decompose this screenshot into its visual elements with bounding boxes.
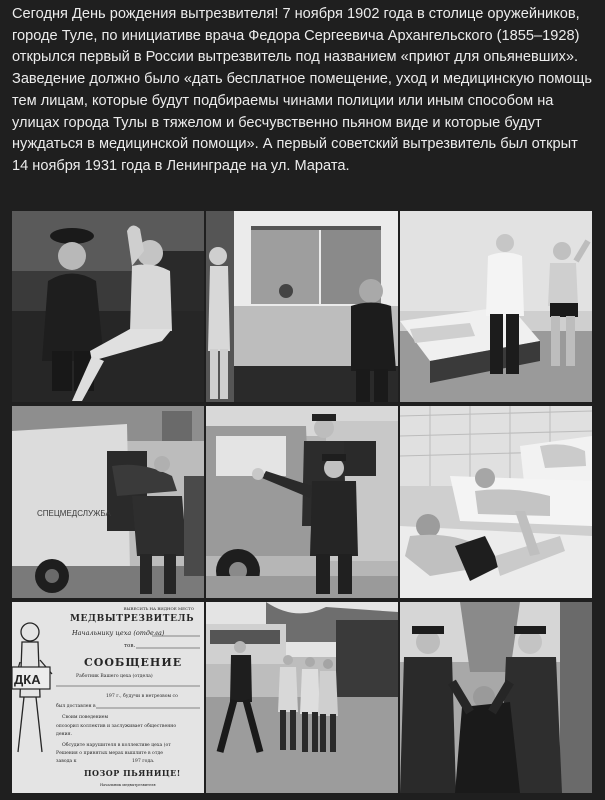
notice-line-discuss2: Решения о принятых мерах вышлите в отде: [56, 751, 163, 756]
notice-line-workers: Работник Вашего цеха (отдела): [76, 674, 153, 679]
notice-header: МЕДВЫТРЕЗВИТЕЛЬ: [70, 614, 195, 624]
photo-men-on-cots-image: [400, 406, 592, 598]
photo-officers-detaining[interactable]: [400, 602, 592, 793]
notice-corner-label: ВЫВЕСИТЬ НА ВИДНОЕ МЕСТО: [123, 606, 194, 611]
photo-officers-detaining-image: [400, 602, 592, 793]
photo-officer-and-woman[interactable]: [12, 211, 204, 402]
notice-line-behavior3: дения.: [56, 732, 73, 737]
notice-line-behavior2: опозорил коллектив и заслуживает общественно: [56, 724, 177, 729]
photo-ambulance-van-image: [12, 406, 204, 598]
photo-officers-by-truck[interactable]: [206, 406, 398, 598]
photo-men-on-cots[interactable]: [400, 406, 592, 598]
van-text: СПЕЦМЕДСЛУЖБА: [37, 509, 111, 518]
photo-street-scene[interactable]: [206, 602, 398, 793]
photo-ambulance-van[interactable]: [12, 406, 204, 598]
notice-line-discuss3: завода к: [56, 759, 77, 764]
notice-line-delivered: был доставлен в: [56, 704, 96, 709]
notice-addressee-suffix: тов.: [124, 643, 136, 649]
photo-reception-window[interactable]: [206, 211, 398, 402]
notice-addressee: Начальнику цеха (отдела): [72, 629, 165, 637]
notice-footer-small: Начальник медвытрезвителя: [100, 783, 156, 787]
notice-line-year: 197 года.: [132, 759, 155, 764]
photo-grid: [12, 211, 592, 796]
notice-line-behavior1: Своим поведением: [62, 715, 109, 720]
photo-officer-and-woman-image: [12, 211, 204, 402]
photo-street-scene-image: [206, 602, 398, 793]
notice-title: СООБЩЕНИЕ: [84, 656, 183, 669]
photo-notice-document-image: [12, 602, 204, 793]
photo-room-with-beds-image: [400, 211, 592, 402]
photo-reception-window-image: [206, 211, 398, 402]
notice-line-discuss1: Обсудите нарушителя в коллективе цеха (от: [62, 743, 171, 748]
cartoon-sign-text: ДКА: [14, 672, 41, 687]
notice-line-date: 197 г., будучи в нетрезвом со: [106, 694, 178, 699]
post-text: Сегодня День рождения вытрезвителя! 7 ноября 1902 года в столице оружейников, городе Туле, по инициативе врача Федора Сергеевича Архангельского (1855–1928) открылся первый в России вытрезвитель под названием «приют для опьяневших». Заведение должно было «дать бесплатное помещение, уход и медицинскую помощь тем лицам, которые будут подбираемы чинами полиции или иным способом на улицах города Тулы в тяжелом и бесчувственно пьяном виде и которые будут нуждаться в медицинской помощи». А первый советский вытрезвитель был открыт 14 ноября 1931 года в Ленинграде на ул. Марата.: [12, 6, 593, 174]
photo-notice-document[interactable]: [12, 602, 204, 793]
notice-footer: ПОЗОР ПЬЯНИЦЕ!: [84, 768, 181, 778]
photo-room-with-beds[interactable]: [400, 211, 592, 402]
photo-officers-by-truck-image: [206, 406, 398, 598]
